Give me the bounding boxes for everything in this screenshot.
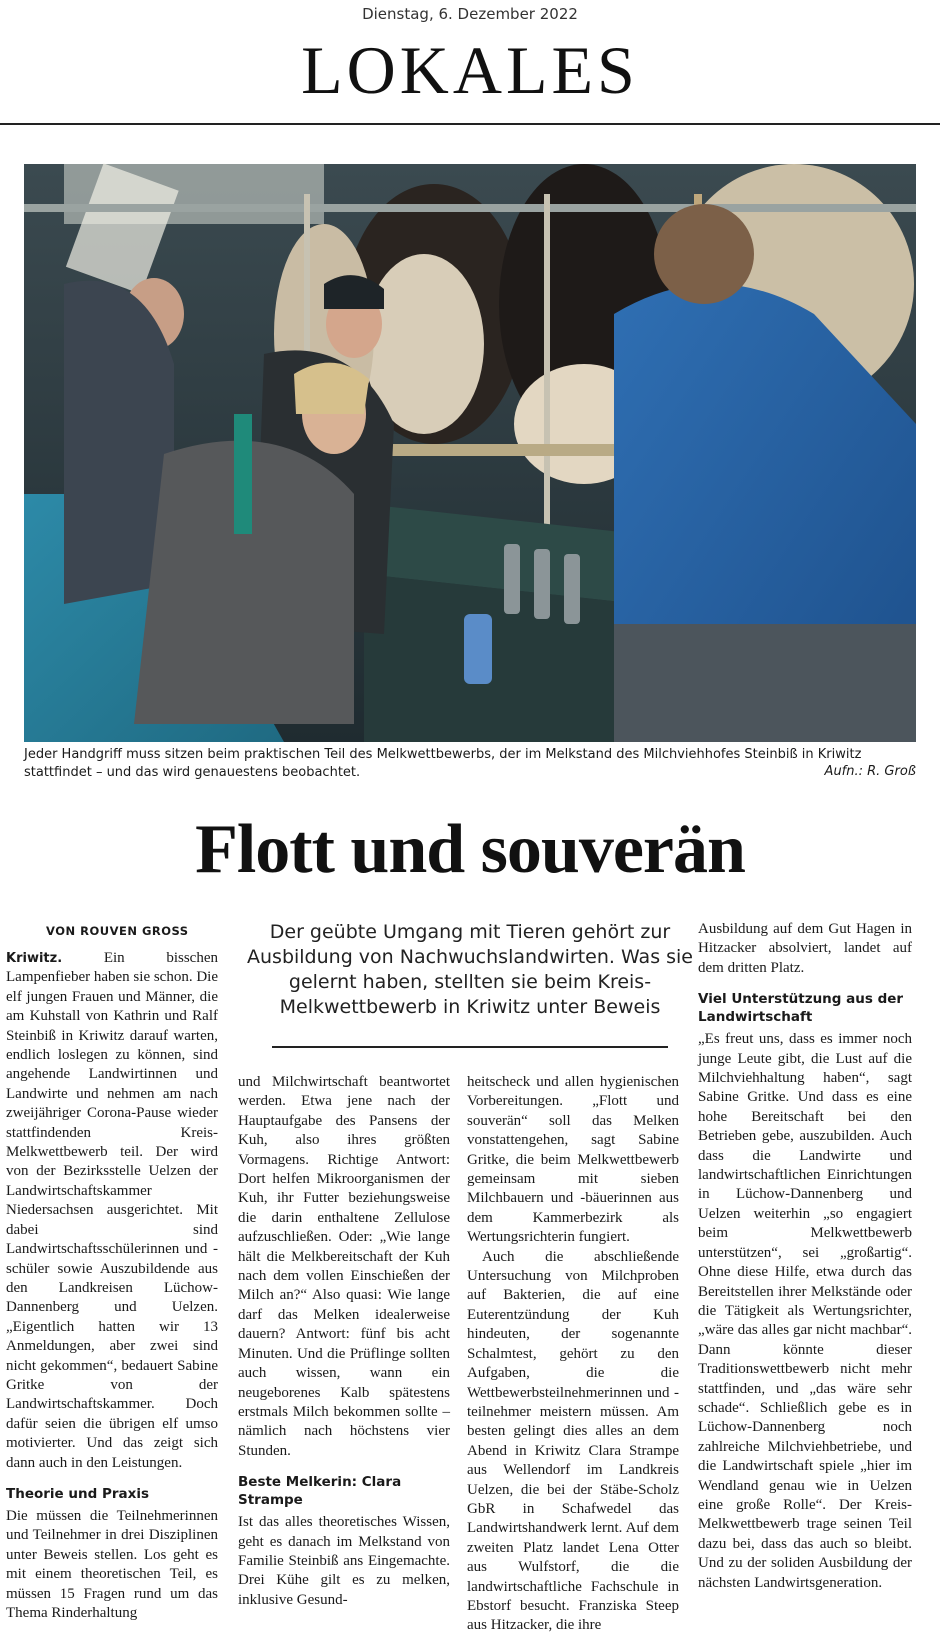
issue-date: Dienstag, 6. Dezember 2022 — [362, 5, 578, 23]
subheading: Viel Unterstützung aus der Landwirtschaft — [698, 991, 904, 1026]
article-column-1 — [6, 949, 218, 1623]
teaser-divider — [272, 1046, 668, 1048]
paragraph-text: Ein bisschen Lampenfieber haben sie schon. Die elf jungen Frauen und Männer, die am Kuhstall von Kathrin und Ralf Steinbiß in Kriwitz darauf warten, endlich loslegen zu können, sind angehende Landwirtinnen und Landwirte und nehmen am nach zweijähriger Corona-Pause wieder stattfindenden Kreis-Melkwettbewerb teil. Der wird von der Bezirksstelle Uelzen der Landwirtschaftskammer Niedersachsen ausgerichtet. Mit dabei sind Landwirtschaftsschülerinnen und -schüler sowie Auszubildende aus den Landkreisen Lüchow-Dannenberg und Uelzen. „Eigentlich hatten wir 13 Anmeldungen, aber zwei sind nicht gekommen“, bedauert Sabine Gritke von der Landwirtschaftskammer. Doch dafür seien die übrigen elf umso motivierter. Und das zeigt sich dann auch in den Leistungen. — [6, 950, 218, 1471]
photo-caption: Jeder Handgriff muss sitzen beim praktischen Teil des Melkwettbewerbs, der im Melkstand des Milchviehhofes Steinbiß in Kriwitz stattfindet – und das wird genauestens beobachtet. — [24, 747, 862, 780]
paragraph: heitscheck und allen hygienischen Vorbereitungen. „Flott und souverän“ soll das Melken vonstattengehen, sagt Sabine Gritke, die beim Melkwettbewerb gemeinsam mit sieben Milchbauern und -bäuerinnen aus dem Kammerbezirk als Wertungsrichterin fungiert. — [467, 1074, 679, 1246]
article-teaser: Der geübte Umgang mit Tieren gehört zur Ausbildung von Nachwuchslandwirten. Was sie gelernt haben, stellten sie beim Kreis-Melkwettbewerb in Kriwitz unter Beweis — [247, 921, 693, 1018]
paragraph: Ausbildung auf dem Gut Hagen in Hitzacker absolviert, landet auf dem dritten Platz. — [698, 921, 912, 976]
paragraph: Auch die abschließende Untersuchung von Milchproben auf Bakterien, die auf eine Euterentzündung der Kuh hindeuten, der sogenannte Schalmtest, gehört zu den Aufgaben, die die Wettbewerbsteilnehmerinnen und -teilnehmer meistern müssen. Am besten gelingt dies alles an dem Abend in Kriwitz Clara Strampe aus Wellendorf im Landkreis Uelzen, die bei der Stäbe-Scholz GbR in Schafwedel das Landwirtshandwerk lernt. Auf dem zweiten Platz landet Lena Otter aus Wulfstorf, die die landwirtschaftliche Fachschule in Ebstorf besucht. Franziska Steep aus Hitzacker, die ihre — [467, 1248, 679, 1634]
section-title: LOKALES — [301, 32, 639, 108]
article-column-2 — [238, 1073, 450, 1610]
paragraph — [6, 949, 218, 1473]
paragraph: und Milchwirtschaft beantwortet werden. Etwa jene nach der Hauptaufgabe des Pansens der Kuh, also ihres größten Vormagens. Richtige Antwort: Dort helfen Mikroorganismen der Kuh, ihr Futter beziehungsweise die darin enthaltene Zellulose aufzuschließen. Oder: „Wie lange hält die Melkbereitschaft der Kuh nach dem vollen Einschießen der Milch an?“ Also quasi: Wie lange darf das Melken idealerweise dauern? Antwort: fünf bis acht Minuten. Und die Prüflinge sollten auch wissen, wann ein neugeborenes Kalb spätestens erstmals Milch bekommen sollte – nämlich nach höchstens vier Stunden. — [238, 1074, 450, 1459]
photo-credit: Aufn.: R. Groß — [824, 764, 916, 779]
article-photo — [24, 164, 916, 742]
paragraph: Ist das alles theoretisches Wissen, geht es danach im Melkstand von Familie Steinbiß ans Eingemachte. Drei Kühe gilt es zu melken, inklusive Gesund- — [238, 1514, 450, 1608]
paragraph: „Es freut uns, dass es immer noch junge Leute gibt, die Lust auf die Milchviehhaltung haben“, sagt Sabine Gritke. Und dass es eine hohe Bereitschaft bei den Betrieben gebe, auszubilden. Auch dass die Landwirte und landwirtschaftlichen Einrichtungen in Lüchow-Dannenberg und Uelzen weiterhin „so engagiert beim Melkwettbewerb unterstützen“, sei „großartig“. Ohne diese Hilfe, etwa durch das Bereitstellen ihrer Melkstände oder die Tätigkeit als Wertungsrichter, „wäre das alles gar nicht machbar“. Dann könnte dieser Traditionswettbewerb nicht mehr stattfinden, und „das wäre sehr schade“. Schließlich gebe es in Lüchow-Dannenberg noch zahlreiche Milchviehbetriebe, und die Landwirtschaft spiele „hier im Wendland genau wie in Uelzen eine große Rolle“. Der Kreis-Melkwettbewerb trage seinen Teil dazu bei, dass das auch so bleibt. Und zu der soliden Ausbildung der nächsten Landwirtsgeneration. — [698, 1031, 912, 1591]
byline: VON ROUVEN GROSS — [46, 924, 189, 938]
article-column-3 — [467, 1073, 679, 1636]
subheading: Theorie und Praxis — [6, 1485, 150, 1502]
article-column-4 — [698, 920, 912, 1593]
paragraph: Die müssen die Teilnehmerinnen und Teilnehmer in drei Disziplinen unter Beweis stellen. Los geht es mit einem theoretischen Teil, es müssen 15 Fragen rund um das Thema Rinderhaltung — [6, 1507, 218, 1621]
article-headline: Flott und souverän — [195, 811, 745, 888]
subheading: Beste Melkerin: Clara Strampe — [238, 1474, 402, 1509]
header-divider — [0, 123, 940, 125]
dateline-location: Kriwitz. — [6, 951, 63, 966]
